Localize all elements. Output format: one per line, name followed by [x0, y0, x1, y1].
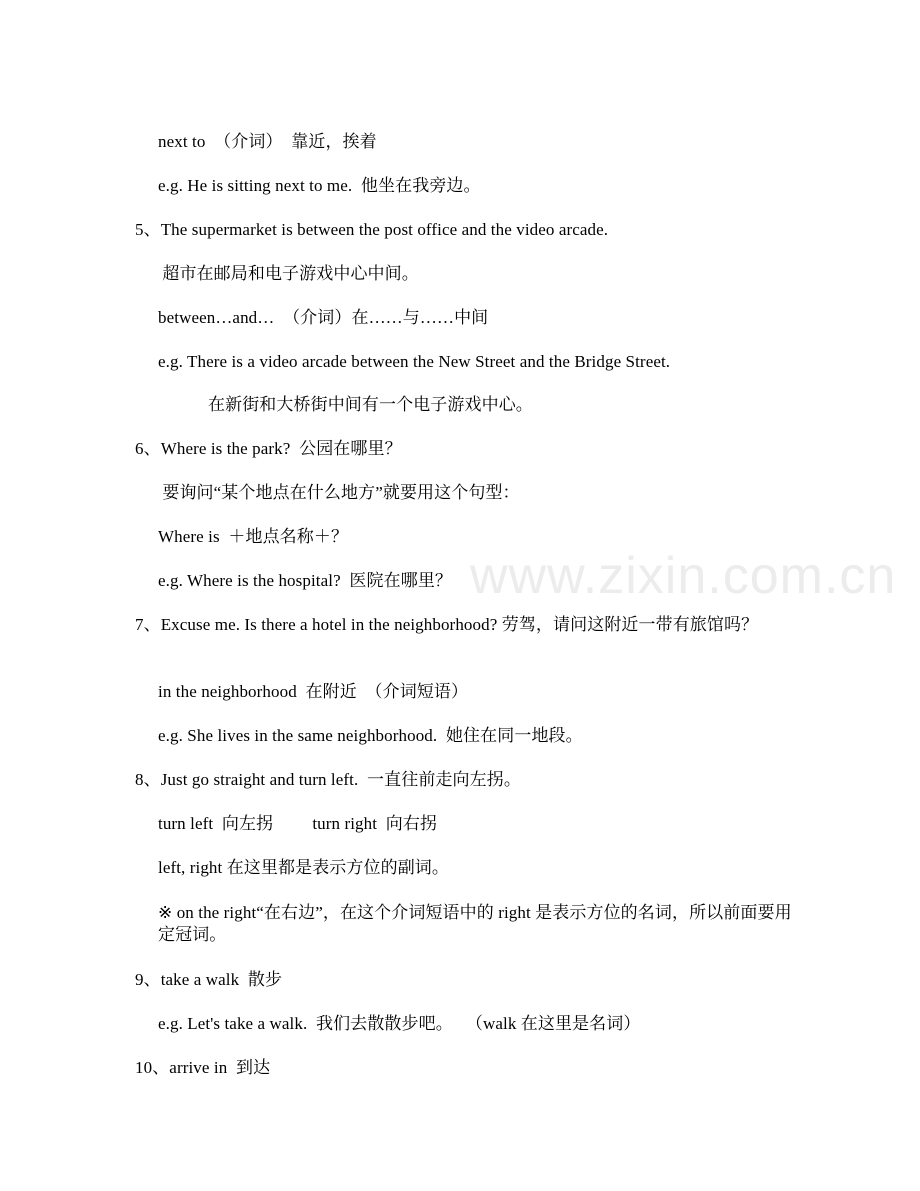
watermark: www.zixin.com.cn — [470, 547, 897, 605]
text-line: e.g. Where is the hospital? 医院在哪里？ — [158, 571, 453, 590]
text-line: Where is ＋地点名称＋？ — [158, 527, 349, 546]
text-line: ※ on the right“在右边”，在这个介词短语中的 right 是表示方位的名词，所以前面要用定冠词。 — [158, 903, 792, 944]
text-line: 10、arrive in 到达 — [135, 1058, 271, 1077]
text-line: 6、Where is the park? 公园在哪里？ — [135, 439, 402, 458]
text-line: 7、Excuse me. Is there a hotel in the neighborhood? 劳驾，请问这附近一带有旅馆吗？ — [135, 615, 759, 634]
text-line: left, right 在这里都是表示方位的副词。 — [158, 858, 450, 877]
text-line: 8、Just go straight and turn left. 一直往前走向左拐。 — [135, 770, 521, 789]
text-line: e.g. He is sitting next to me. 他坐在我旁边。 — [158, 176, 481, 195]
text-line: e.g. She lives in the same neighborhood. 她住在同一地段。 — [158, 726, 583, 745]
text-line: in the neighborhood 在附近 （介词短语） — [158, 682, 469, 701]
text-line: e.g. There is a video arcade between the New Street and the Bridge Street. — [158, 352, 671, 371]
text-line: 9、take a walk 散步 — [135, 970, 283, 989]
text-line: 要询问“某个地点在什么地方”就要用这个句型： — [158, 483, 520, 502]
text-line: 5、The supermarket is between the post office and the video arcade. — [135, 220, 609, 239]
text-line: e.g. Let's take a walk. 我们去散散步吧。 （walk 在这里是名词） — [158, 1014, 641, 1033]
text-line: next to （介词） 靠近，挨着 — [158, 132, 377, 151]
text-line: 在新街和大桥街中间有一个电子游戏中心。 — [208, 395, 533, 414]
text-line: between…and… （介词）在……与……中间 — [158, 308, 489, 327]
text-line: 超市在邮局和电子游戏中心中间。 — [158, 264, 419, 283]
text-line: turn left 向左拐 turn right 向右拐 — [158, 814, 438, 833]
